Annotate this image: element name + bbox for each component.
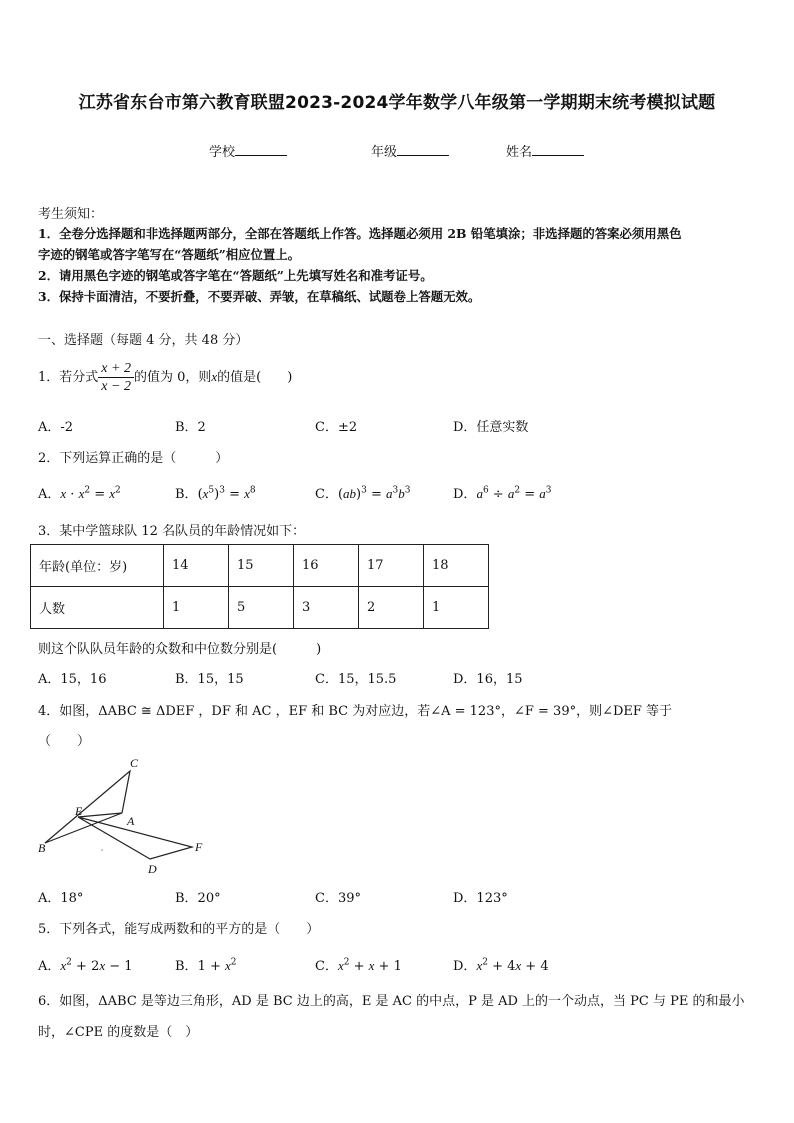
q4-option-d[interactable]: D．123° bbox=[453, 891, 508, 906]
q1-option-b[interactable]: B．2 bbox=[175, 420, 206, 435]
question-1 bbox=[38, 360, 292, 395]
label-a: A bbox=[127, 814, 135, 828]
q1-option-d[interactable]: D．任意实数 bbox=[453, 420, 529, 435]
triangle-abc-side bbox=[45, 771, 130, 843]
notice-item-2: 2．请用黑色字迹的钢笔或答字笔在“答题纸”上先填写姓名和准考证号。 bbox=[38, 268, 433, 283]
label-c: C bbox=[130, 756, 139, 770]
q4-option-a[interactable]: A．18° bbox=[38, 891, 84, 906]
question-6-line-1: 6．如图，ΔABC 是等边三角形，AD 是 BC 边上的高，E 是 AC 的中点，P 是 AD 上的一个动点，当 PC 与 PE 的和最小 bbox=[38, 994, 745, 1009]
q3-option-d[interactable]: D．16，15 bbox=[453, 672, 523, 687]
grade-label: 年级 bbox=[371, 145, 398, 160]
notice-item-1-line-2: 字迹的钢笔或答字笔写在“答题纸”相应位置上。 bbox=[38, 247, 301, 262]
label-f: F bbox=[195, 840, 203, 854]
q4-option-c[interactable]: C．39° bbox=[315, 891, 361, 906]
q1-fraction bbox=[98, 360, 134, 395]
name-field[interactable] bbox=[506, 141, 584, 160]
question-4: 4．如图，ΔABC ≅ ΔDEF ，DF 和 AC ，EF 和 BC 为对应边，若∠A = 123°，∠F = 39°，则∠DEF 等于 bbox=[38, 704, 673, 719]
q4-triangle-figure bbox=[30, 755, 220, 880]
table-cell: 18 bbox=[424, 545, 489, 587]
grade-field[interactable] bbox=[371, 141, 449, 160]
q5-option-a[interactable]: A．$x^2 + 2x - 1$ bbox=[38, 957, 133, 974]
label-e: E bbox=[75, 804, 83, 818]
question-2: 2．下列运算正确的是（ ） bbox=[38, 451, 229, 466]
notice-item-1-line-1: 1．全卷分选择题和非选择题两部分，全部在答题纸上作答。选择题必须用 2B 铅笔填涂；非选择题的答案必须用黑色 bbox=[38, 226, 682, 241]
table-header-age: 年龄(单位：岁) bbox=[31, 545, 164, 587]
q3-option-a[interactable]: A．15，16 bbox=[38, 672, 107, 687]
name-blank bbox=[532, 143, 584, 156]
table-cell: 14 bbox=[164, 545, 229, 587]
q4-option-b[interactable]: B．20° bbox=[175, 891, 221, 906]
q2-option-a[interactable]: A．$x \cdot x^2 = x^2$ bbox=[38, 485, 121, 502]
q5-option-b[interactable]: B．$1 + x^2$ bbox=[175, 957, 237, 974]
table-cell: 2 bbox=[359, 587, 424, 629]
q1-option-c[interactable]: C．±2 bbox=[315, 420, 358, 435]
q1-option-a[interactable]: A．-2 bbox=[38, 420, 74, 435]
table-cell: 16 bbox=[294, 545, 359, 587]
q1-suffix-2: 的值是( ) bbox=[217, 370, 293, 385]
table-row bbox=[31, 545, 489, 587]
notice-item-3: 3．保持卡面清洁，不要折叠，不要弄破、弄皱，在草稿纸、试题卷上答题无效。 bbox=[38, 289, 481, 304]
table-cell: 15 bbox=[229, 545, 294, 587]
q3-option-b[interactable]: B．15，15 bbox=[175, 672, 244, 687]
q1-prefix: 1．若分式 bbox=[38, 370, 99, 385]
q5-option-c[interactable]: C．$x^2 + x + 1$ bbox=[315, 957, 402, 974]
q2-option-d[interactable]: D．$a^6 \div a^2 = a^3$ bbox=[453, 485, 552, 502]
table-cell: 1 bbox=[164, 587, 229, 629]
section-1-heading: 一、选择题（每题 4 分，共 48 分） bbox=[38, 333, 249, 348]
question-6-line-2: 时，∠CPE 的度数是（ ） bbox=[38, 1025, 199, 1040]
figure-dot bbox=[101, 849, 103, 851]
table-row bbox=[31, 587, 489, 629]
triangle-side-ba bbox=[45, 813, 122, 843]
q3-question: 则这个队队员年龄的众数和中位数分别是( ) bbox=[38, 642, 322, 657]
table-cell: 17 bbox=[359, 545, 424, 587]
school-blank bbox=[235, 143, 287, 156]
q1-denominator: x − 2 bbox=[101, 379, 131, 394]
page-title: 江苏省东台市第六教育联盟2023-2024学年数学八年级第一学期期末统考模拟试题 bbox=[78, 93, 716, 113]
grade-blank bbox=[397, 143, 449, 156]
notice-heading: 考生须知： bbox=[38, 207, 104, 222]
table-header-count: 人数 bbox=[31, 587, 164, 629]
question-3: 3．某中学篮球队 12 名队员的年龄情况如下： bbox=[38, 524, 306, 539]
label-d: D bbox=[148, 862, 157, 876]
question-5: 5．下列各式，能写成两数和的平方的是（ ） bbox=[38, 922, 320, 937]
q1-suffix: 的值为 0，则 bbox=[133, 370, 212, 385]
label-b: B bbox=[38, 841, 46, 855]
q1-var: x bbox=[211, 369, 218, 384]
table-cell: 1 bbox=[424, 587, 489, 629]
q1-numerator: x + 2 bbox=[98, 360, 134, 378]
q3-option-c[interactable]: C．15，15.5 bbox=[315, 672, 397, 687]
q4-paren: （ ） bbox=[38, 734, 91, 749]
name-label: 姓名 bbox=[506, 145, 533, 160]
q2-option-c[interactable]: C．$(ab)^3 = a^3b^3$ bbox=[315, 485, 411, 502]
school-label: 学校 bbox=[209, 145, 236, 160]
q5-option-d[interactable]: D．$x^2 + 4x + 4$ bbox=[453, 957, 549, 974]
age-table bbox=[30, 544, 489, 629]
table-cell: 5 bbox=[229, 587, 294, 629]
q2-option-b[interactable]: B．$(x^5)^3 = x^8$ bbox=[175, 485, 256, 502]
school-field[interactable] bbox=[209, 141, 287, 160]
table-cell: 3 bbox=[294, 587, 359, 629]
